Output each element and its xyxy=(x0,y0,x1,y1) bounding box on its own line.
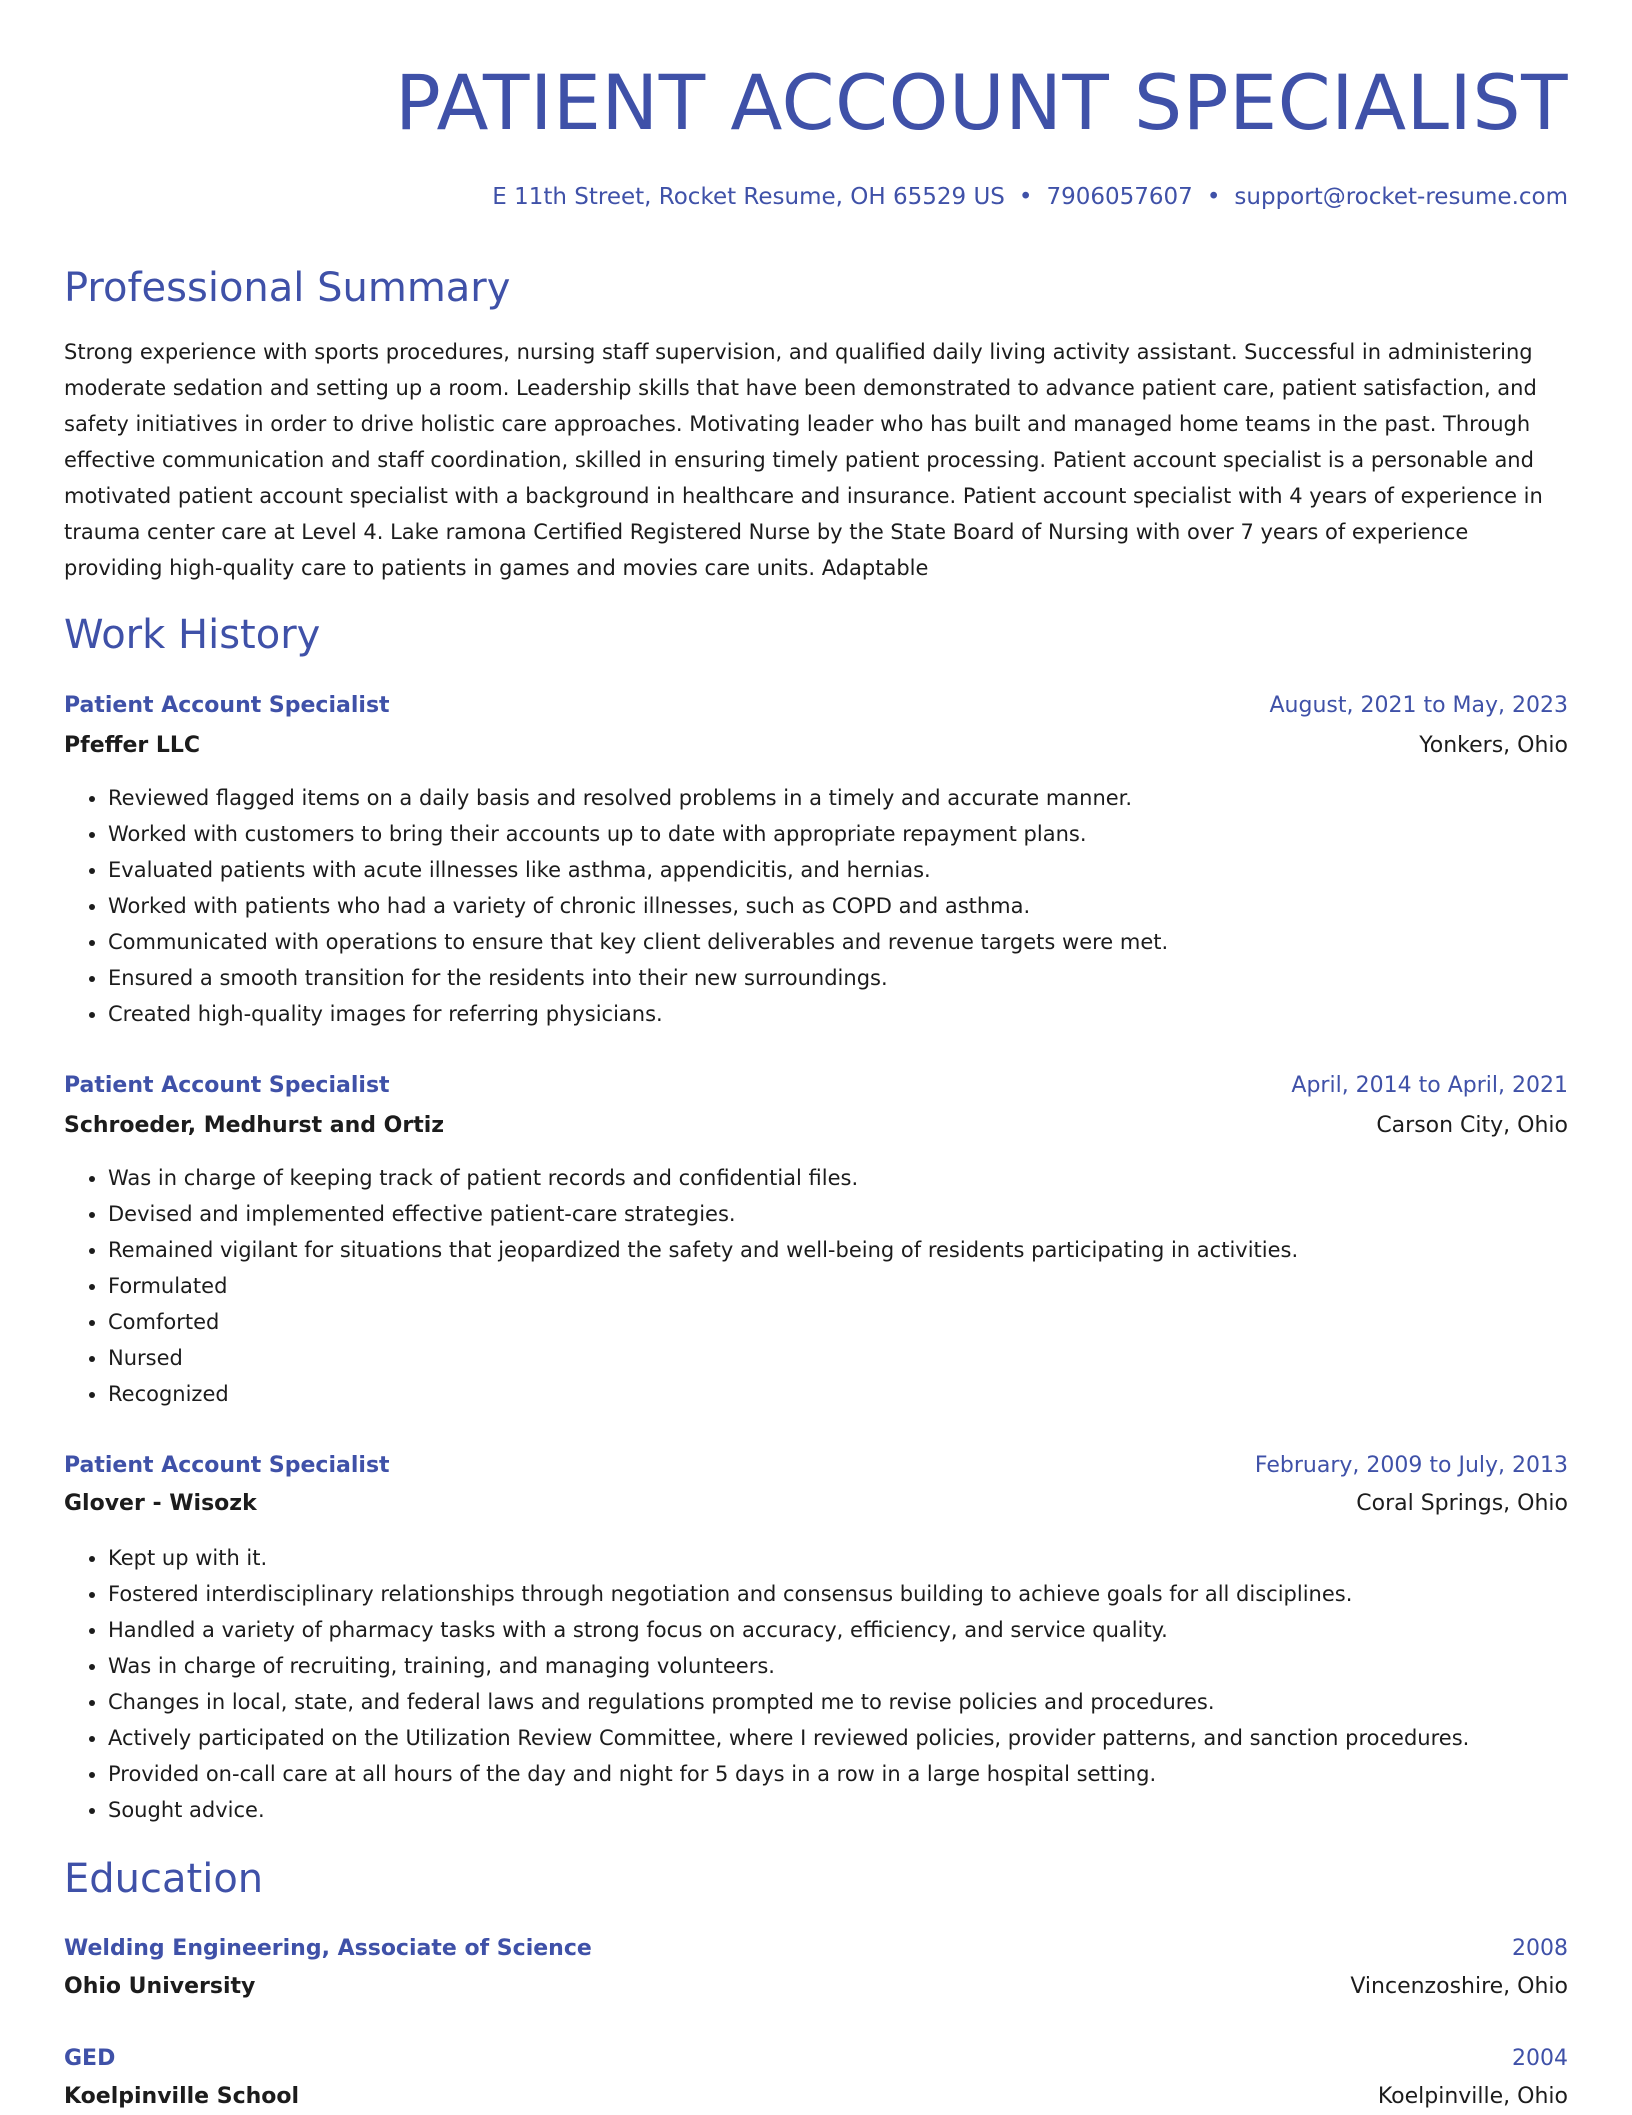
job-company-row xyxy=(64,1486,1568,1522)
list-item: • Created high-quality images for referring physicians. xyxy=(108,996,1612,1032)
education-degree: Welding Engineering, Associate of Science xyxy=(64,1936,592,1961)
education-location: Koelpinville, Ohio xyxy=(1377,2084,1568,2109)
contact-separator: • xyxy=(1018,184,1033,210)
list-item: • Ensured a smooth transition for the residents into their new surroundings. xyxy=(108,960,1612,996)
job-bullet-list xyxy=(64,1540,1612,1828)
job-role: Patient Account Specialist xyxy=(64,693,390,718)
education-heading: Education xyxy=(64,1856,264,1902)
work-history-heading: Work History xyxy=(64,612,321,658)
list-item: • Recognized xyxy=(108,1376,1612,1412)
summary-heading: Professional Summary xyxy=(64,265,511,311)
education-year: 2008 xyxy=(1512,1936,1568,1961)
list-item: • Worked with customers to bring their accounts up to date with appropriate repayment plans. xyxy=(108,816,1612,852)
job-company-row xyxy=(64,1108,1568,1144)
list-item: • Formulated xyxy=(108,1268,1612,1304)
job-company: Glover - Wisozk xyxy=(64,1491,257,1516)
contact-address: E 11th Street, Rocket Resume, OH 65529 US xyxy=(492,184,1005,210)
job-dates: August, 2021 to May, 2023 xyxy=(1269,693,1568,718)
job-location: Carson City, Ohio xyxy=(1376,1113,1568,1138)
education-year: 2004 xyxy=(1512,2046,1568,2071)
list-item: • Communicated with operations to ensure that key client deliverables and revenue targets were met. xyxy=(108,924,1612,960)
job-dates: April, 2014 to April, 2021 xyxy=(1291,1073,1568,1098)
list-item: • Nursed xyxy=(108,1340,1612,1376)
contact-separator: • xyxy=(1206,184,1221,210)
job-company: Pfeffer LLC xyxy=(64,733,201,758)
summary-text: Strong experience with sports procedures, nursing staff supervision, and qualified daily living activity assistant. Successful in administering moderate sedation and setting up a room. Leadership skills that have been demonstrated to advance patient care, patient satisfaction, and safety initiatives in order to drive holistic care approaches. Motivating leader who has built and managed home teams in the past. Through effective communication and staff coordination, skilled in ensuring timely patient processing. Patient account specialist is a personable and motivated patient account specialist with a background in healthcare and insurance. Patient account specialist with 4 years of experience in trauma center care at Level 4. Lake ramona Certified Registered Nurse by the State Board of Nursing with over 7 years of experience providing high-quality care to patients in games and movies care units. Adaptable xyxy=(64,340,1543,580)
job-title-row xyxy=(64,1068,1568,1104)
education-school: Ohio University xyxy=(64,1974,256,1999)
job-title-row xyxy=(64,1448,1568,1484)
education-school-row xyxy=(64,1969,1568,2005)
list-item: • Remained vigilant for situations that jeopardized the safety and well-being of residents participating in activities. xyxy=(108,1232,1612,1268)
contact-line xyxy=(492,180,1568,214)
job-location: Coral Springs, Ohio xyxy=(1356,1491,1568,1516)
job-role: Patient Account Specialist xyxy=(64,1453,390,1478)
list-item: • Fostered interdisciplinary relationships through negotiation and consensus building to achieve goals for all disciplines. xyxy=(108,1576,1612,1612)
list-item: • Changes in local, state, and federal laws and regulations prompted me to revise policies and procedures. xyxy=(108,1684,1612,1720)
list-item: • Kept up with it. xyxy=(108,1540,1612,1576)
job-bullet-list xyxy=(64,1160,1612,1412)
list-item: • Actively participated on the Utilization Review Committee, where I reviewed policies, provider patterns, and sanction procedures. xyxy=(108,1720,1612,1756)
job-title-row xyxy=(64,688,1568,724)
education-school: Koelpinville School xyxy=(64,2084,300,2109)
list-item: • Worked with patients who had a variety of chronic illnesses, such as COPD and asthma. xyxy=(108,888,1612,924)
contact-email[interactable]: support@rocket-resume.com xyxy=(1234,184,1568,210)
contact-phone: 7906057607 xyxy=(1046,184,1193,210)
list-item: • Devised and implemented effective patient-care strategies. xyxy=(108,1196,1612,1232)
job-role: Patient Account Specialist xyxy=(64,1073,390,1098)
job-location: Yonkers, Ohio xyxy=(1419,733,1568,758)
job-dates: February, 2009 to July, 2013 xyxy=(1254,1453,1568,1478)
list-item: • Was in charge of recruiting, training, and managing volunteers. xyxy=(108,1648,1612,1684)
candidate-title: PATIENT ACCOUNT SPECIALIST xyxy=(394,58,1568,147)
list-item: • Handled a variety of pharmacy tasks with a strong focus on accuracy, efficiency, and service quality. xyxy=(108,1612,1612,1648)
education-degree-row xyxy=(64,1931,1568,1967)
list-item: • Evaluated patients with acute illnesses like asthma, appendicitis, and hernias. xyxy=(108,852,1612,888)
job-company: Schroeder, Medhurst and Ortiz xyxy=(64,1113,445,1138)
list-item: • Sought advice. xyxy=(108,1792,1612,1828)
list-item: • Provided on-call care at all hours of the day and night for 5 days in a row in a large hospital setting. xyxy=(108,1756,1612,1792)
list-item: • Reviewed flagged items on a daily basis and resolved problems in a timely and accurate manner. xyxy=(108,780,1612,816)
education-degree-row xyxy=(64,2041,1568,2077)
job-bullet-list xyxy=(64,780,1612,1032)
education-location: Vincenzoshire, Ohio xyxy=(1350,1974,1568,1999)
job-company-row xyxy=(64,728,1568,764)
list-item: • Comforted xyxy=(108,1304,1612,1340)
education-degree: GED xyxy=(64,2046,116,2071)
list-item: • Was in charge of keeping track of patient records and confidential files. xyxy=(108,1160,1612,1196)
education-school-row xyxy=(64,2079,1568,2115)
